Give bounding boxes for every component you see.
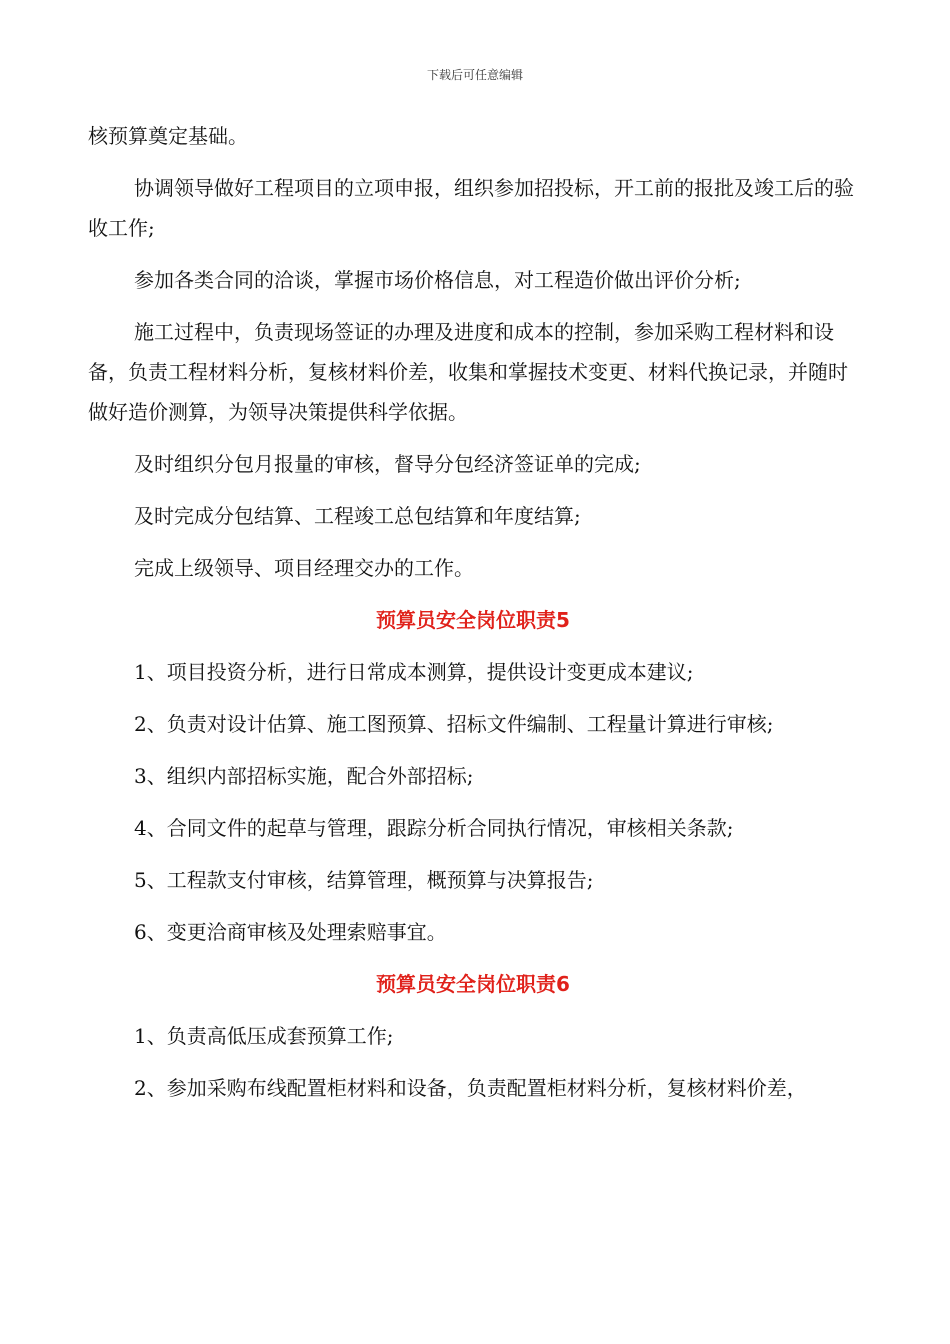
paragraph: 完成上级领导、项目经理交办的工作。	[134, 556, 474, 580]
list-item: 6、变更洽商审核及处理索赔事宜。	[134, 920, 447, 944]
paragraph: 及时完成分包结算、工程竣工总包结算和年度结算;	[134, 504, 581, 528]
list-item: 1、项目投资分析，进行日常成本测算，提供设计变更成本建议;	[134, 660, 694, 684]
paragraph: 施工过程中，负责现场签证的办理及进度和成本的控制，参加采购工程材料和设备，负责工程材料分析，复核材料价差，收集和掌握技术变更、材料代换记录，并随时做好造价测算，为领导决策提供科学依据。	[88, 320, 848, 424]
list-item: 2、负责对设计估算、施工图预算、招标文件编制、工程量计算进行审核;	[134, 712, 774, 736]
paragraph: 协调领导做好工程项目的立项申报，组织参加招投标，开工前的报批及竣工后的验收工作;	[88, 176, 854, 240]
list-item: 2、参加采购布线配置柜材料和设备，负责配置柜材料分析，复核材料价差，	[134, 1076, 807, 1100]
list-item: 4、合同文件的起草与管理，跟踪分析合同执行情况，审核相关条款;	[134, 816, 734, 840]
list-item: 1、负责高低压成套预算工作;	[134, 1024, 394, 1048]
paragraph: 及时组织分包月报量的审核，督导分包经济签证单的完成;	[134, 452, 641, 476]
list-item: 3、组织内部招标实施，配合外部招标;	[134, 764, 474, 788]
header-note: 下载后可任意编辑	[426, 68, 523, 82]
list-item: 5、工程款支付审核，结算管理，概预算与决算报告;	[134, 868, 594, 892]
document-body	[88, 116, 858, 1108]
section-heading-5: 预算员安全岗位职责5	[376, 608, 570, 632]
paragraph: 参加各类合同的洽谈，掌握市场价格信息，对工程造价做出评价分析;	[134, 268, 741, 292]
paragraph-continuation: 核预算奠定基础。	[88, 124, 248, 148]
section-heading-6: 预算员安全岗位职责6	[376, 972, 570, 996]
